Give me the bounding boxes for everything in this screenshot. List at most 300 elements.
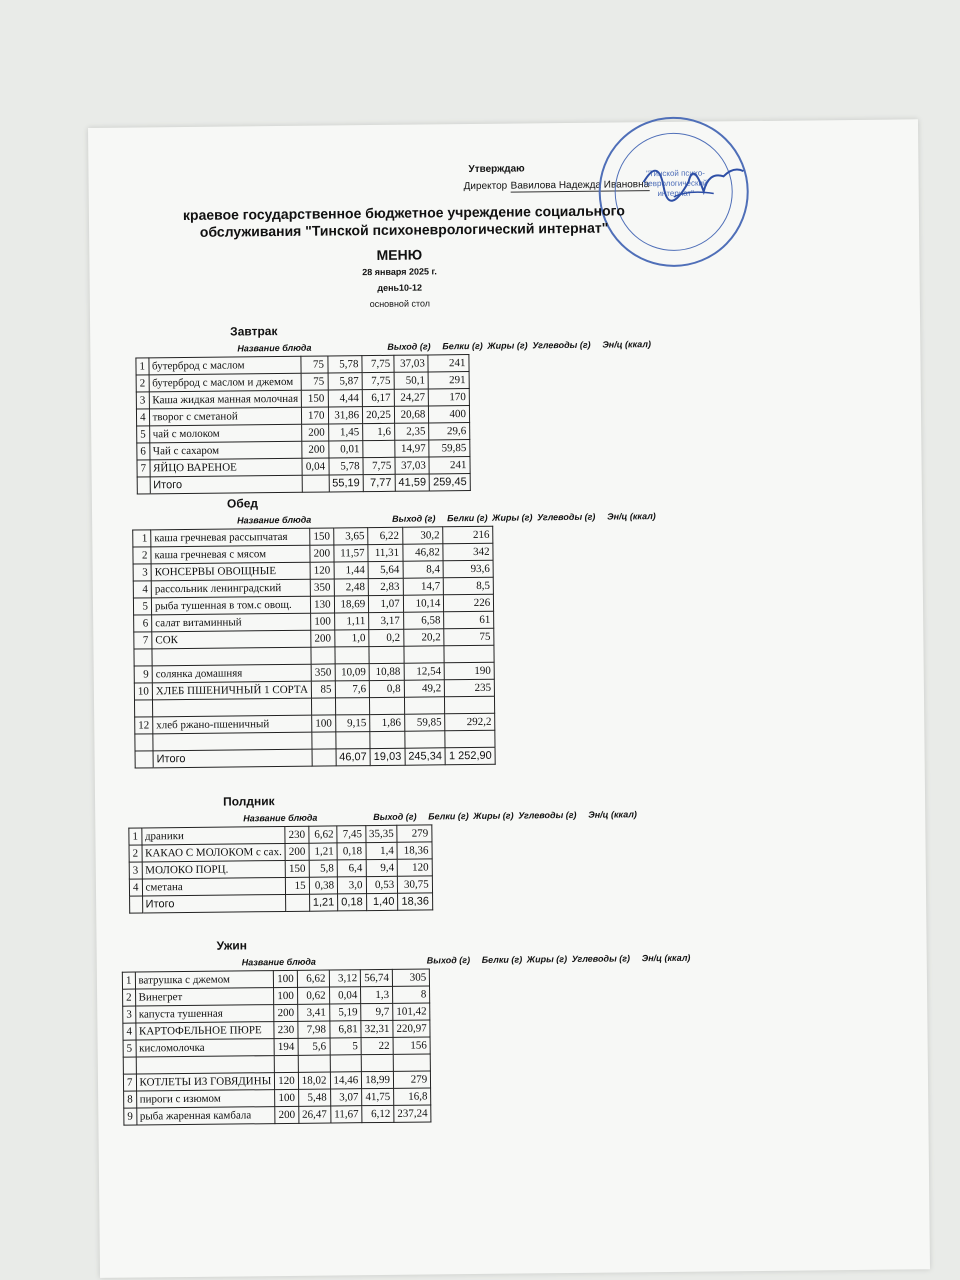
page-title: МЕНЮ [376, 246, 423, 263]
org-line-2: обслуживания "Тинской психоневрологический интернат" [199, 219, 609, 240]
cell-kcal [445, 696, 495, 714]
cell-prot: 3,65 [333, 528, 368, 545]
row-number: 2 [129, 845, 142, 862]
cell-carb: 22 [361, 1037, 393, 1054]
section-title: Полдник [222, 794, 275, 809]
cell-fat: 7,75 [362, 372, 394, 389]
cell-prot: 6,62 [309, 826, 338, 843]
cell-carb: 9,4 [366, 859, 398, 876]
cell-out [274, 1055, 298, 1072]
cell-kcal: 292,2 [445, 713, 495, 731]
cell-prot: 3,41 [297, 1004, 329, 1021]
cell-fat: 14,46 [330, 1072, 362, 1089]
cell-kcal: 226 [444, 594, 494, 612]
cell-fat [370, 731, 405, 748]
row-number: 3 [123, 1006, 136, 1023]
menu-table [128, 824, 433, 913]
dish-name: пироги с изюмом [136, 1090, 275, 1108]
cell-prot: 1,45 [328, 424, 363, 441]
total-carb: 1,40 [366, 893, 398, 910]
cell-prot: 1,0 [334, 630, 369, 647]
cell-prot: 7,6 [335, 681, 370, 698]
cell-prot: 4,44 [328, 390, 363, 407]
cell-carb: 9,7 [361, 1003, 393, 1020]
row-number: 9 [134, 666, 152, 683]
cell-fat: 5,19 [329, 1004, 361, 1021]
total-carb: 41,59 [395, 474, 430, 491]
cell-kcal: 216 [443, 526, 493, 544]
header-carb: Углеводы (г) [518, 809, 577, 821]
row-number: 2 [133, 547, 151, 564]
row-number: 3 [133, 564, 151, 581]
header-out: Выход (г) [392, 513, 436, 524]
dish-name: солянка домашняя [152, 664, 311, 683]
cell-carb: 59,85 [404, 714, 445, 731]
total-out [286, 894, 310, 911]
cell-fat: 5,64 [368, 561, 403, 578]
column-headers [128, 809, 698, 824]
cell-out: 100 [274, 987, 298, 1004]
cell-kcal [393, 1054, 430, 1071]
dish-name: Винегрет [135, 988, 274, 1006]
row-number: 9 [124, 1108, 137, 1125]
row-number: 7 [137, 460, 150, 477]
cell-prot: 0,01 [328, 441, 363, 458]
cell-fat: 3,07 [330, 1089, 362, 1106]
cell-kcal: 279 [393, 1071, 430, 1088]
cell-out: 200 [274, 1004, 298, 1021]
cell-prot: 5,78 [327, 356, 362, 373]
row-number [123, 1057, 136, 1074]
total-out [302, 475, 328, 492]
row-number: 3 [129, 862, 142, 879]
cell-out: 75 [301, 373, 327, 390]
cell-kcal: 156 [393, 1037, 430, 1054]
row-number: 1 [136, 358, 149, 375]
header-kcal: Эн/ц (ккал) [641, 952, 691, 964]
total-empty [135, 751, 153, 768]
cell-carb: 49,2 [404, 680, 445, 697]
cell-out: 100 [311, 613, 335, 630]
cell-out: 0,04 [302, 458, 328, 475]
section-title: Обед [226, 496, 259, 511]
section-title: Завтрак [230, 324, 278, 339]
total-empty [130, 896, 143, 913]
cell-fat: 0,18 [337, 843, 366, 860]
cell-prot: 26,47 [299, 1106, 331, 1123]
dish-name: сметана [142, 877, 286, 896]
director-label: Директор [463, 180, 508, 193]
dish-name: каша гречневая рассыпчатая [151, 528, 310, 547]
cell-out: 200 [310, 545, 334, 562]
cell-prot [335, 732, 370, 749]
cell-carb [404, 646, 445, 663]
cell-prot: 0,62 [297, 987, 329, 1004]
dish-name: КАКАО С МОЛОКОМ с сах. [142, 843, 286, 862]
cell-out: 15 [286, 877, 310, 894]
cell-out: 150 [310, 528, 334, 545]
cell-prot: 10,09 [335, 664, 370, 681]
cell-fat: 6,4 [337, 860, 366, 877]
cell-kcal: 241 [428, 355, 469, 372]
cell-fat: 6,81 [329, 1021, 361, 1038]
total-prot: 46,07 [336, 749, 371, 766]
dish-name: драники [141, 826, 285, 845]
cell-carb: 41,75 [362, 1088, 394, 1105]
cell-prot: 18,69 [334, 596, 369, 613]
cell-out: 350 [311, 664, 335, 681]
cell-carb: 37,03 [394, 355, 429, 372]
cell-carb: 14,97 [395, 440, 430, 457]
dish-name: СОК [152, 630, 311, 649]
header-out: Выход (г) [387, 341, 431, 352]
cell-kcal: 170 [429, 389, 470, 406]
cell-fat: 3,12 [329, 970, 361, 987]
cell-out: 230 [285, 826, 309, 843]
cell-carb: 0,53 [366, 876, 398, 893]
row-number: 1 [133, 530, 151, 547]
cell-kcal: 8,5 [444, 577, 494, 595]
header-name: Название блюда [243, 812, 318, 824]
total-fat: 0,18 [338, 894, 367, 911]
cell-carb: 46,82 [403, 544, 444, 561]
cell-kcal: 120 [397, 859, 432, 876]
row-number: 5 [137, 426, 150, 443]
cell-kcal: 30,75 [398, 876, 433, 893]
dish-name: Каша жидкая манная молочная [149, 390, 302, 409]
cell-fat: 0,2 [369, 629, 404, 646]
menu-date: 28 января 2025 г. [362, 266, 437, 278]
cell-prot: 5,48 [298, 1089, 330, 1106]
cell-carb: 20,68 [394, 406, 429, 423]
cell-carb: 2,35 [394, 423, 429, 440]
cell-carb: 14,7 [403, 578, 444, 595]
row-number: 5 [123, 1040, 136, 1057]
row-number [134, 649, 152, 666]
total-row [130, 893, 433, 913]
table-row [124, 1105, 431, 1125]
cell-kcal: 342 [443, 543, 493, 561]
cell-fat: 6,22 [368, 527, 403, 544]
cell-out: 170 [302, 407, 328, 424]
cell-out: 200 [285, 843, 309, 860]
row-number: 6 [137, 443, 150, 460]
row-number: 7 [123, 1074, 136, 1091]
organization-name [179, 202, 629, 241]
cell-kcal: 61 [444, 611, 494, 629]
cell-carb [404, 697, 445, 714]
approve-title: Утверждаю [468, 163, 525, 176]
cell-out: 100 [274, 970, 298, 987]
cell-prot: 18,02 [298, 1072, 330, 1089]
cell-carb: 6,12 [362, 1105, 394, 1122]
dish-name: КАРТОФЕЛЬНОЕ ПЮРЕ [135, 1022, 274, 1040]
dish-name: Чай с сахаром [149, 441, 302, 460]
cell-out [312, 698, 336, 715]
cell-prot: 5,6 [298, 1038, 330, 1055]
cell-carb: 10,14 [403, 595, 444, 612]
cell-carb: 24,27 [394, 389, 429, 406]
cell-carb: 37,03 [395, 457, 430, 474]
cell-carb: 35,35 [365, 825, 397, 842]
dish-name: КОНСЕРВЫ ОВОЩНЫЕ [151, 562, 310, 581]
row-number: 12 [135, 717, 153, 734]
menu-day: день10-12 [377, 282, 423, 293]
cell-kcal: 305 [392, 969, 429, 986]
cell-fat [330, 1055, 362, 1072]
header-prot: Белки (г) [481, 954, 523, 965]
total-label: Итого [153, 749, 312, 768]
total-carb: 245,34 [405, 748, 446, 765]
cell-carb: 1,3 [361, 986, 393, 1003]
header-fat: Жиры (г) [492, 512, 533, 523]
cell-fat [369, 646, 404, 663]
cell-kcal: 279 [397, 825, 432, 842]
row-number: 8 [124, 1091, 137, 1108]
cell-kcal: 291 [428, 372, 469, 389]
cell-fat: 7,75 [362, 355, 394, 372]
cell-carb: 20,2 [403, 629, 444, 646]
cell-kcal: 8 [393, 986, 430, 1003]
total-fat: 19,03 [370, 748, 405, 765]
cell-carb: 6,58 [403, 612, 444, 629]
dish-name [152, 647, 311, 666]
header-kcal: Эн/ц (ккал) [607, 511, 656, 522]
cell-prot [298, 1055, 330, 1072]
cell-fat: 3,17 [369, 612, 404, 629]
header-out: Выход (г) [373, 811, 417, 823]
menu-document [88, 119, 930, 1278]
total-label: Итого [142, 894, 286, 913]
cell-kcal: 29,6 [429, 423, 470, 440]
dish-name: кисломолочка [136, 1039, 275, 1057]
row-number: 6 [134, 615, 152, 632]
cell-kcal: 241 [429, 457, 470, 474]
director-name: Вавилова Надежда Ивановна [510, 179, 650, 192]
cell-carb: 12,54 [404, 663, 445, 680]
header-name: Название блюда [241, 956, 316, 968]
dish-name: творог с сметаной [149, 407, 302, 426]
cell-kcal: 190 [444, 662, 494, 680]
cell-fat: 1,86 [370, 714, 405, 731]
cell-out: 75 [301, 356, 327, 373]
total-fat: 7,77 [363, 474, 395, 491]
cell-out: 230 [274, 1021, 298, 1038]
total-label: Итого [150, 475, 303, 494]
row-number: 1 [122, 972, 135, 989]
cell-carb: 1,4 [366, 842, 398, 859]
cell-fat: 3,0 [337, 877, 366, 894]
cell-carb: 32,31 [361, 1020, 393, 1037]
cell-out: 150 [285, 860, 309, 877]
cell-out: 100 [275, 1089, 299, 1106]
header-fat: Жиры (г) [526, 954, 568, 965]
cell-carb: 18,99 [362, 1071, 394, 1088]
row-number: 4 [123, 1023, 136, 1040]
cell-kcal: 220,97 [393, 1020, 430, 1037]
cell-fat [363, 440, 395, 457]
total-row [137, 474, 470, 494]
row-number [134, 700, 152, 717]
cell-prot [335, 698, 370, 715]
cell-out: 194 [274, 1038, 298, 1055]
cell-kcal [445, 730, 495, 748]
cell-fat: 6,17 [362, 389, 394, 406]
cell-carb: 30,2 [402, 527, 443, 544]
column-headers [132, 511, 692, 526]
cell-prot: 6,62 [297, 970, 329, 987]
cell-out: 200 [302, 441, 328, 458]
header-kcal: Эн/ц (ккал) [588, 809, 637, 820]
header-carb: Углеводы (г) [532, 339, 591, 351]
dish-name [152, 698, 311, 717]
dish-name [153, 732, 312, 751]
dish-name [136, 1056, 275, 1074]
cell-kcal: 16,8 [394, 1088, 431, 1105]
total-kcal: 1 252,90 [445, 747, 495, 765]
cell-fat: 0,8 [369, 680, 404, 697]
cell-fat: 5 [330, 1038, 362, 1055]
cell-kcal: 93,6 [443, 560, 493, 578]
dish-name: рассольник ленинградский [151, 579, 310, 598]
header-kcal: Эн/ц (ккал) [602, 339, 652, 350]
cell-carb [361, 1054, 393, 1071]
section-title: Ужин [216, 938, 248, 953]
cell-kcal: 75 [444, 628, 494, 646]
cell-prot: 7,98 [298, 1021, 330, 1038]
cell-out [312, 732, 336, 749]
header-prot: Белки (г) [442, 340, 483, 352]
cell-fat: 20,25 [362, 406, 394, 423]
total-kcal: 18,36 [398, 893, 433, 910]
cell-fat: 11,67 [330, 1106, 362, 1123]
cell-fat: 1,6 [363, 423, 395, 440]
cell-fat: 7,75 [363, 457, 395, 474]
total-kcal: 259,45 [429, 474, 470, 491]
cell-out: 200 [302, 424, 328, 441]
row-number: 4 [129, 879, 142, 896]
cell-fat [370, 697, 405, 714]
row-number: 2 [123, 989, 136, 1006]
column-headers [122, 952, 702, 968]
header-fat: Жиры (г) [487, 340, 528, 351]
dish-name: бутерброд с маслом [148, 356, 301, 375]
cell-kcal [444, 645, 494, 663]
column-headers [135, 339, 683, 354]
cell-fat: 11,31 [368, 544, 403, 561]
total-out [312, 749, 336, 766]
header-prot: Белки (г) [447, 512, 488, 524]
cell-fat: 0,04 [329, 987, 361, 1004]
cell-out: 350 [310, 579, 334, 596]
cell-kcal: 101,42 [393, 1003, 430, 1020]
dish-name: ХЛЕБ ПШЕНИЧНЫЙ 1 СОРТА [152, 681, 311, 700]
cell-prot: 1,44 [334, 562, 369, 579]
org-line-1: краевое государственное бюджетное учреждение социального [182, 202, 625, 224]
cell-prot: 9,15 [335, 715, 370, 732]
cell-prot: 1,21 [309, 843, 338, 860]
row-number: 1 [129, 828, 142, 845]
cell-prot: 2,48 [334, 579, 369, 596]
dish-name: капуста тушенная [135, 1005, 274, 1023]
cell-out: 120 [275, 1072, 299, 1089]
dish-name: ЯЙЦО ВАРЕНОЕ [149, 458, 302, 477]
cell-prot: 5,87 [328, 373, 363, 390]
cell-prot: 5,8 [309, 860, 338, 877]
header-name: Название блюда [237, 342, 312, 354]
total-empty [137, 477, 150, 494]
dish-name: КОТЛЕТЫ ИЗ ГОВЯДИНЫ [136, 1073, 275, 1091]
dish-name: рыба тушенная в том.с овощ. [151, 596, 310, 615]
cell-out: 200 [311, 630, 335, 647]
cell-kcal: 18,36 [397, 842, 432, 859]
cell-carb: 56,74 [361, 969, 393, 986]
dish-name: каша гречневая с мясом [151, 545, 310, 564]
cell-kcal: 400 [429, 406, 470, 423]
row-number: 4 [136, 409, 149, 426]
cell-prot [335, 647, 370, 664]
cell-carb [405, 731, 446, 748]
signature-icon [633, 151, 754, 212]
cell-carb: 8,4 [403, 561, 444, 578]
total-prot: 55,19 [329, 475, 364, 492]
cell-prot: 11,57 [334, 545, 369, 562]
row-number: 2 [136, 375, 149, 392]
cell-out: 200 [275, 1106, 299, 1123]
stamp-text: "Тинской психо-неврологический интернат" [643, 168, 708, 199]
total-prot: 1,21 [309, 894, 338, 911]
row-number: 5 [133, 598, 151, 615]
cell-fat: 7,45 [337, 826, 366, 843]
cell-fat: 10,88 [369, 663, 404, 680]
cell-out [311, 647, 335, 664]
dish-name: хлеб ржано-пшеничный [153, 715, 312, 734]
dish-name: ватрушка с джемом [135, 971, 274, 989]
menu-table [122, 968, 432, 1125]
header-prot: Белки (г) [428, 811, 469, 822]
header-carb: Углеводы (г) [537, 511, 596, 523]
cell-kcal: 237,24 [394, 1105, 431, 1122]
cell-prot: 5,78 [328, 458, 363, 475]
menu-table [132, 526, 496, 769]
cell-prot: 0,38 [309, 877, 338, 894]
cell-out: 85 [311, 681, 335, 698]
dish-name: салат витаминный [152, 613, 311, 632]
cell-out: 100 [312, 715, 336, 732]
dish-name: бутерброд с маслом и джемом [149, 373, 302, 392]
cell-out: 150 [302, 390, 328, 407]
row-number: 10 [134, 683, 152, 700]
cell-carb: 50,1 [394, 372, 429, 389]
header-out: Выход (г) [426, 955, 471, 966]
total-row [135, 747, 495, 768]
cell-kcal: 235 [445, 679, 495, 697]
cell-kcal: 59,85 [429, 440, 470, 457]
dish-name: МОЛОКО ПОРЦ. [142, 860, 286, 879]
row-number [135, 734, 153, 751]
row-number: 4 [133, 581, 151, 598]
menu-table [135, 354, 470, 494]
table-kind: основной стол [369, 298, 431, 310]
row-number: 3 [136, 392, 149, 409]
row-number: 7 [134, 632, 152, 649]
header-name: Название блюда [237, 514, 312, 526]
cell-prot: 1,11 [334, 613, 369, 630]
cell-fat: 2,83 [368, 578, 403, 595]
cell-fat: 1,07 [369, 595, 404, 612]
dish-name: чай с молоком [149, 424, 302, 443]
dish-name: рыба жаренная камбала [136, 1107, 275, 1125]
